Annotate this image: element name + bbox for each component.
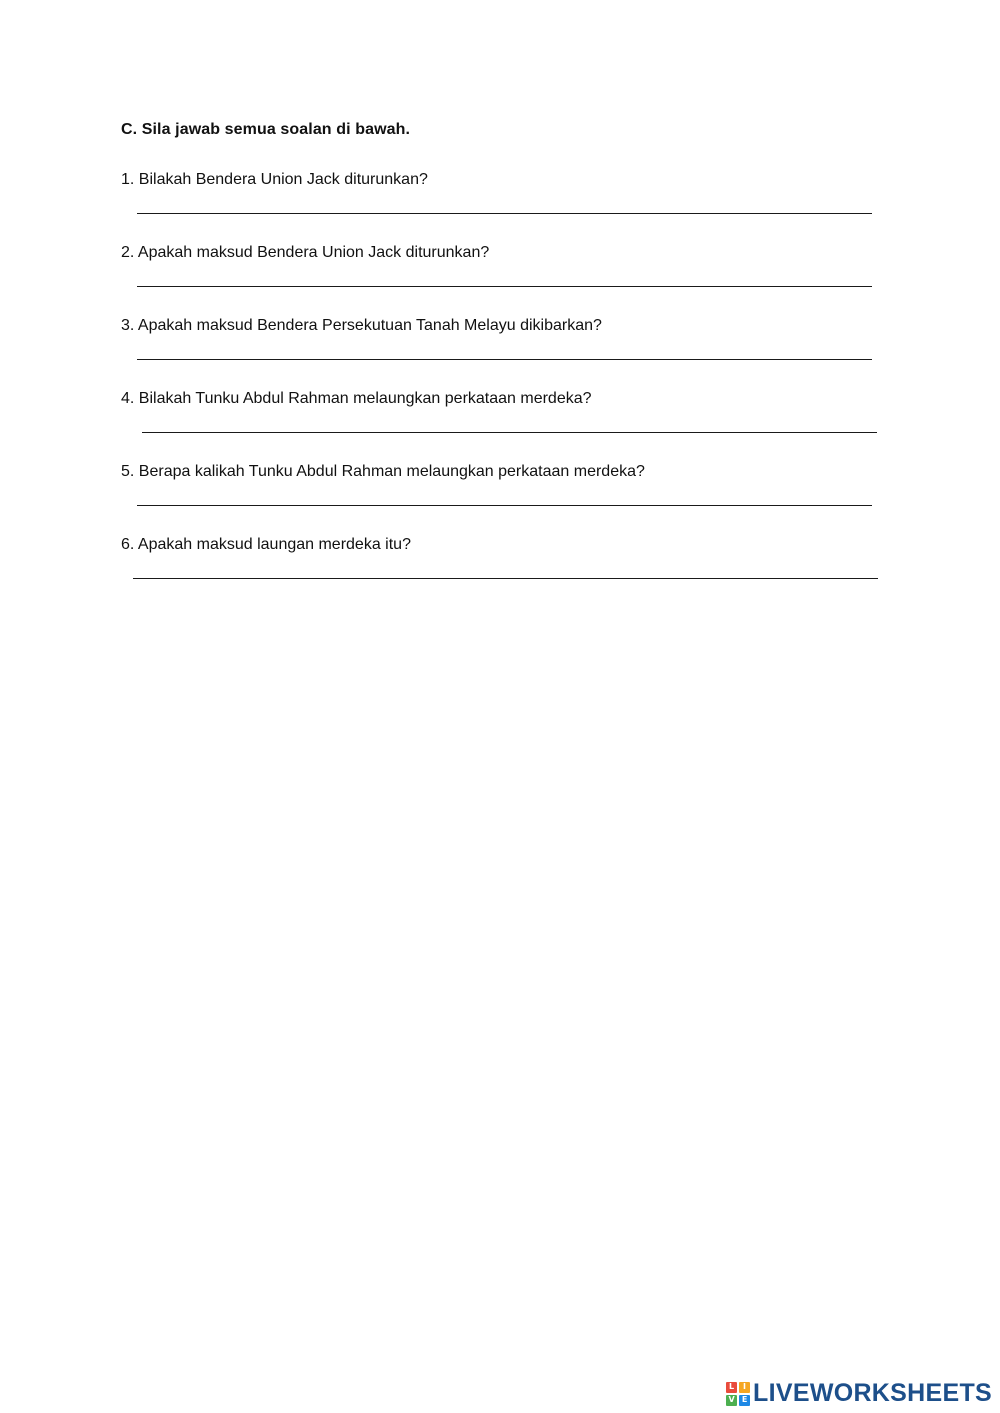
logo-cell-l: L xyxy=(726,1382,737,1393)
answer-line-1[interactable] xyxy=(137,213,872,214)
question-4: 4. Bilakah Tunku Abdul Rahman melaungkan perkataan merdeka? xyxy=(121,390,592,407)
liveworksheets-logo-icon xyxy=(726,1382,750,1406)
question-1: 1. Bilakah Bendera Union Jack diturunkan? xyxy=(121,171,428,188)
brand-name: LIVEWORKSHEETS xyxy=(753,1379,992,1407)
answer-line-5[interactable] xyxy=(137,505,872,506)
answer-line-6[interactable] xyxy=(133,578,878,579)
question-6: 6. Apakah maksud laungan merdeka itu? xyxy=(121,536,411,553)
liveworksheets-brand xyxy=(726,1381,992,1406)
answer-line-3[interactable] xyxy=(137,359,872,360)
logo-cell-i: I xyxy=(739,1382,750,1393)
question-2: 2. Apakah maksud Bendera Union Jack diturunkan? xyxy=(121,244,490,261)
question-5: 5. Berapa kalikah Tunku Abdul Rahman melaungkan perkataan merdeka? xyxy=(121,463,645,480)
logo-cell-e: E xyxy=(739,1395,750,1406)
section-title: C. Sila jawab semua soalan di bawah. xyxy=(121,121,411,138)
question-3: 3. Apakah maksud Bendera Persekutuan Tanah Melayu dikibarkan? xyxy=(121,317,602,334)
logo-cell-v: V xyxy=(726,1395,737,1406)
answer-line-4[interactable] xyxy=(142,432,877,433)
answer-line-2[interactable] xyxy=(137,286,872,287)
